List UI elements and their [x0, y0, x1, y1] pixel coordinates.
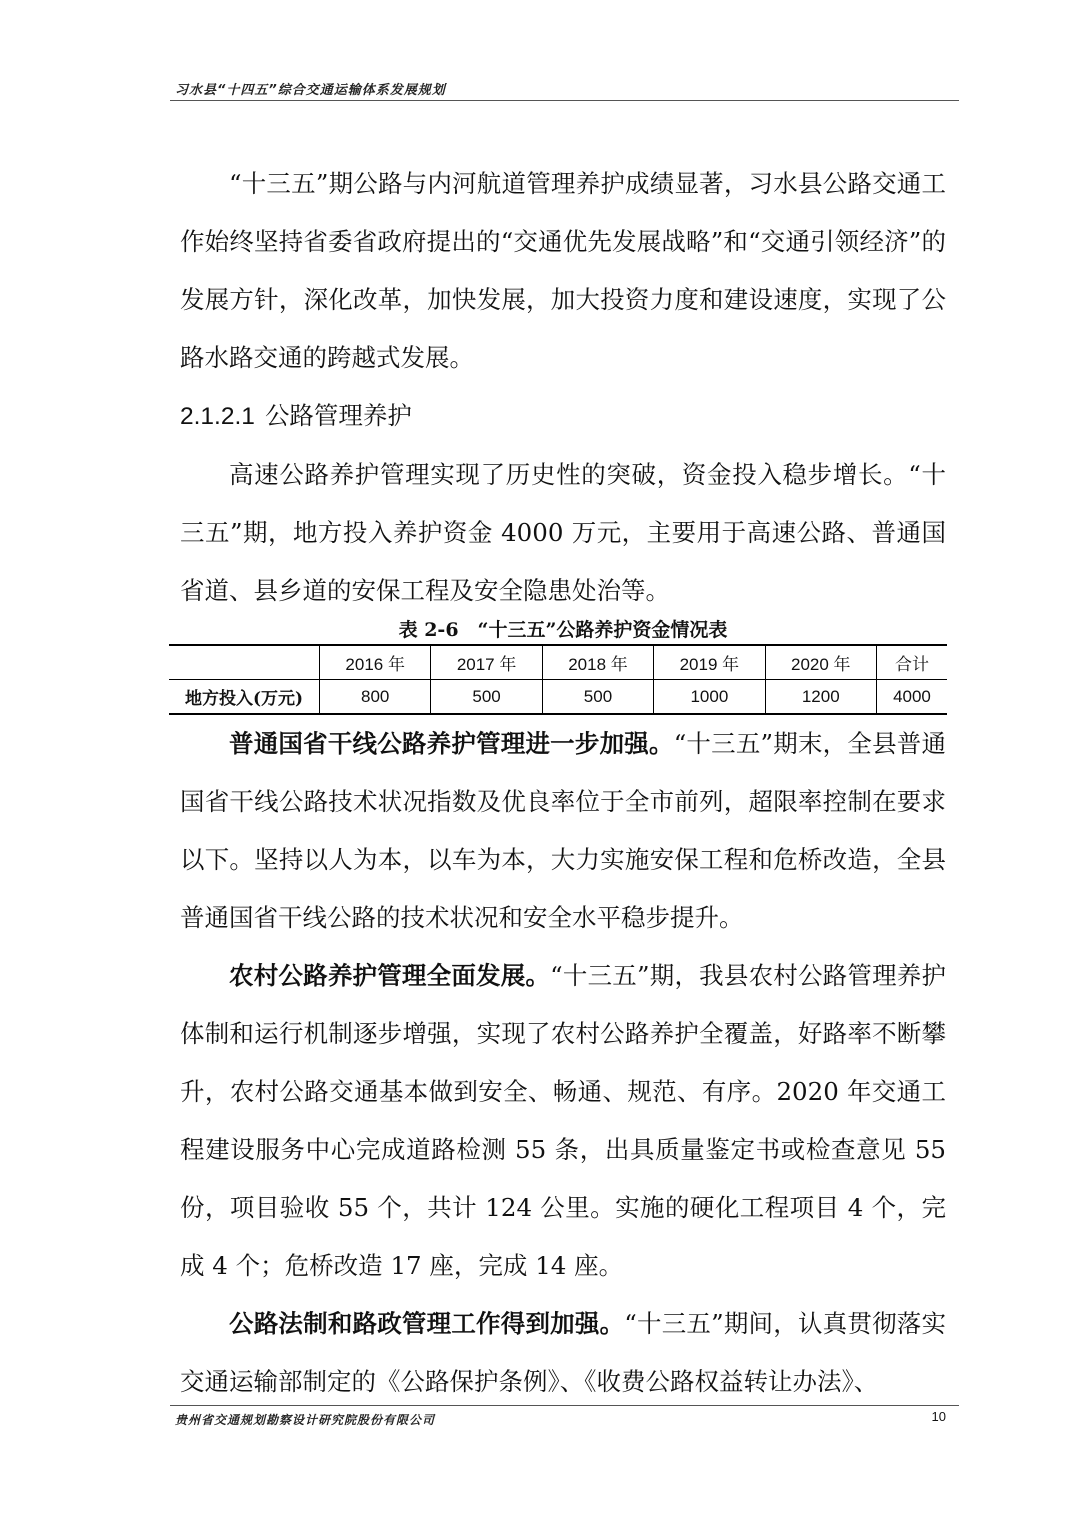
- lead-in-bold: 普通国省干线公路养护管理进一步加强。: [229, 729, 674, 758]
- table-header-cell: 2019 年: [654, 645, 765, 680]
- table-row-label: 地方投入(万元): [184, 689, 304, 709]
- page-body: [180, 155, 946, 1411]
- paragraph-text: “十三五”期，我县农村公路管理养护体制和运行机制逐步增强，实现了农村公路养护全覆盖，好路率不断攀升，农村公路交通基本做到安全、畅通、规范、有序。2020 年交通工程建设服务中心完成道路检测 55 条，出具质量鉴定书或检查意见 55 份，项目验收 55 个，共计 124 公里。实施的硬化工程项目 4 个，完成 4 个；危桥改造 17 座，完成 14 座。: [180, 961, 946, 1280]
- table-header-cell: 2016 年: [320, 645, 431, 680]
- table-cell: 500: [542, 680, 653, 715]
- lead-in-bold: 公路法制和路政管理工作得到加强。: [229, 1309, 625, 1338]
- table-cell: 1200: [765, 680, 876, 715]
- page-number: 10: [931, 1409, 946, 1424]
- table-cell: 1000: [654, 680, 765, 715]
- table-header-cell: 合计: [876, 645, 947, 680]
- paragraph-text: “十三五”期末，全县普通国省干线公路技术状况指数及优良率位于全市前列，超限率控制在要求以下。坚持以人为本，以车为本，大力实施安保工程和危桥改造，全县普通国省干线公路的技术状况和安全水平稳步提升。: [180, 729, 946, 932]
- lead-in-bold: 农村公路养护管理全面发展。: [229, 961, 551, 990]
- table-header-cell: 2018 年: [542, 645, 653, 680]
- footer-company: 贵州省交通规划勘察设计研究院股份有限公司: [175, 1413, 436, 1427]
- table-header-cell: 2017 年: [431, 645, 542, 680]
- maintenance-fund-table: [169, 644, 947, 715]
- section-number: 2.1.2.1: [180, 403, 255, 430]
- paragraph-text: “十三五”期间，认真贯彻落实交通运输部制定的《公路保护条例》、《收费公路权益转让办法》、: [180, 1309, 946, 1396]
- paragraph-road-law: [180, 1295, 946, 1411]
- section-title: 公路管理养护: [264, 401, 412, 430]
- footer-divider: [170, 1405, 959, 1406]
- section-heading: [180, 387, 946, 446]
- paragraph-trunk-roads: [180, 715, 946, 947]
- table-header-row: [169, 645, 947, 680]
- table-row: [169, 680, 947, 715]
- table-header-cell: [169, 645, 320, 680]
- paragraph-intro: “十三五”期公路与内河航道管理养护成绩显著，习水县公路交通工作始终坚持省委省政府提出的“交通优先发展战略”和“交通引领经济”的发展方针，深化改革，加快发展，加大投资力度和建设速度，实现了公路水路交通的跨越式发展。: [180, 169, 946, 372]
- paragraph-highway-maintenance: 高速公路养护管理实现了历史性的突破，资金投入稳步增长。“十三五”期，地方投入养护资金 4000 万元，主要用于高速公路、普通国省道、县乡道的安保工程及安全隐患处治等。: [180, 460, 946, 605]
- table-cell: 4000: [876, 680, 947, 715]
- table-cell: 800: [320, 680, 431, 715]
- table-cell: 500: [431, 680, 542, 715]
- table-header-cell: 2020 年: [765, 645, 876, 680]
- running-header: 习水县“十四五”综合交通运输体系发展规划: [175, 83, 446, 98]
- table-caption: 表 2-6 “十三五”公路养护资金情况表: [398, 619, 728, 641]
- header-divider: [170, 100, 959, 101]
- paragraph-rural-roads: [180, 947, 946, 1295]
